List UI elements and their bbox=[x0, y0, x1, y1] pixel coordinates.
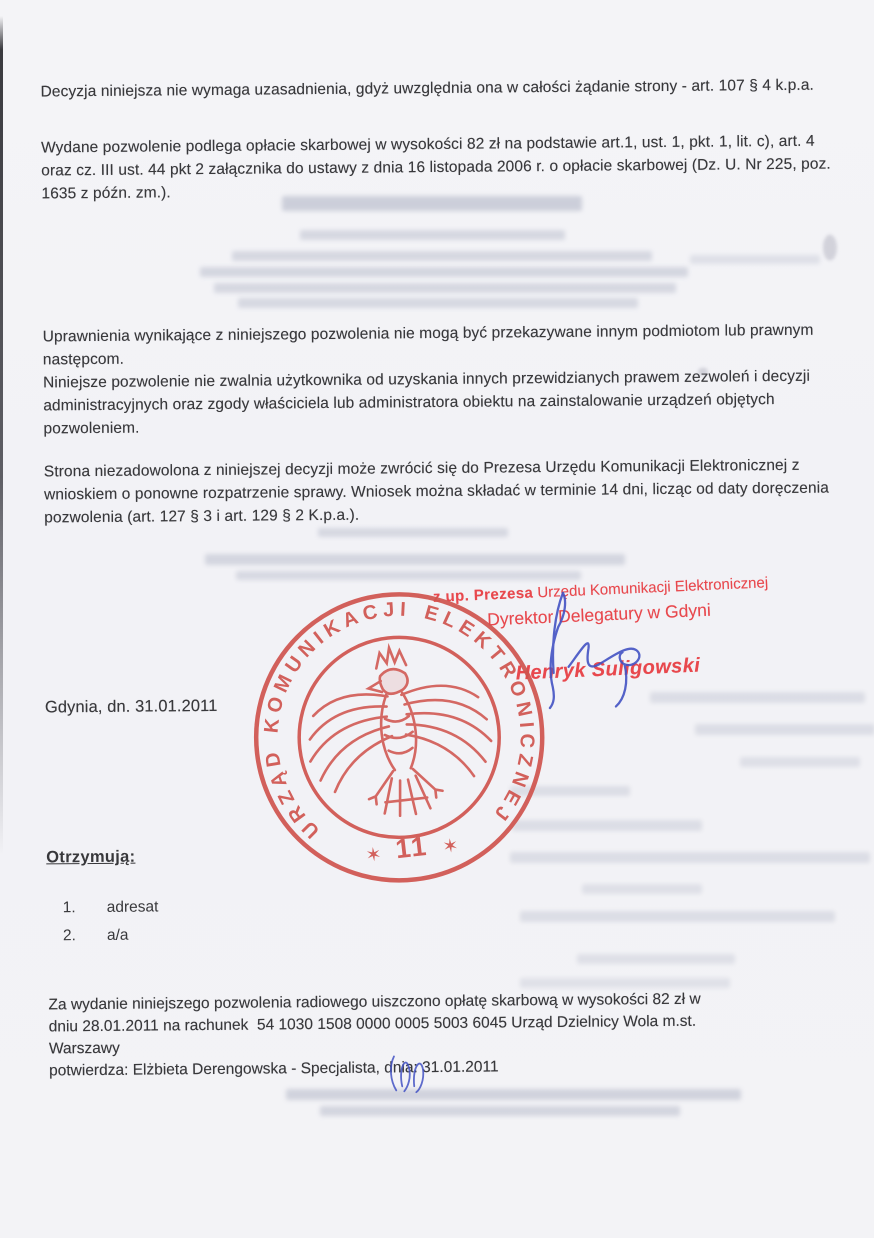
paragraph-stamp-duty: Wydane pozwolenie podlega opłacie skarbowej w wysokości 82 zł na podstawie art.1, ust. 1, pkt. 1, lit. c), art. 4 oraz cz. III ust. 44 pkt 2 załącznika do ustawy z dnia 16 listopada 2006 r. o opłacie skarbowej (Dz. U. Nr 225, poz. 1635 z późn. zm.). bbox=[40, 132, 831, 203]
handwritten-signature bbox=[536, 586, 677, 713]
recipient-label: a/a bbox=[106, 926, 129, 944]
svg-text:URZĄD KOMUNIKACJI ELEKTRONICZN bbox=[246, 584, 549, 855]
paper-smudge bbox=[698, 368, 708, 376]
official-stamp bbox=[233, 571, 565, 903]
authority-rest: Urzędu Komunikacji Elektronicznej bbox=[532, 574, 769, 602]
place-and-date: Gdynia, dn. 31.01.2011 bbox=[44, 696, 218, 717]
payment-note-line: potwierdza: Elżbieta Derengowska - Specjalista, dnia: 31.01.2011 bbox=[49, 1058, 499, 1080]
paragraph-rights-transfer: Uprawnienia wynikające z niniejszego pozwolenia nie mogą być przekazywane innym podmiotom lub prawnym następcom. bbox=[42, 321, 814, 369]
paper-smudge bbox=[823, 234, 837, 260]
recipients-heading: Otrzymują: bbox=[46, 847, 136, 867]
payment-note-line: Warszawy bbox=[48, 1039, 120, 1058]
paragraph-no-justification: Decyzja niniejsza nie wymaga uzasadnienia, gdyż uwzględnia ona w całości żądanie strony - art. 107 § 4 k.p.a. bbox=[40, 76, 815, 101]
director-title-line: Dyrektor Delegatury w Gdyni bbox=[486, 599, 712, 630]
recipient-label: adresat bbox=[106, 898, 159, 916]
confirmation-initials bbox=[356, 1046, 448, 1101]
signer-name: Henryk Suligowski bbox=[515, 654, 701, 685]
paragraph-other-permits: Niniejsze pozwolenie nie zwalnia użytkownika od uzyskania innych przewidzianych prawem zezwoleń i decyzji administracyjnych oraz zgody właściciela lub administratora obiektu na zainstalowanie urządzeń objętych pozwoleniem. bbox=[43, 367, 811, 438]
recipient-number: 1. bbox=[62, 899, 76, 917]
stamp-ring-text: URZĄD KOMUNIKACJI ELEKTRONICZNEJ bbox=[260, 598, 539, 843]
stamp-number: 11 bbox=[393, 830, 430, 865]
authority-prefix: z up. Prezesa bbox=[432, 584, 534, 606]
paragraph-appeal: Strona niezadowolona z niniejszej decyzji może zwrócić się do Prezesa Urzędu Komunikacji Elektronicznej z wnioskiem o ponowne rozpatrzenie sprawy. Wniosek można składać w terminie 14 dni, licząc od daty doręczenia pozwolenia (art. 127 § 3 i art. 129 § 2 K.p.a.). bbox=[43, 456, 830, 527]
payment-note-line: Za wydanie niniejszego pozwolenia radiowego uiszczono opłatę skarbową w wysokości 82 zł w bbox=[48, 990, 701, 1014]
payment-note-line: dniu 28.01.2011 na rachunek 54 1030 1508 0000 0005 5003 6045 Urząd Dzielnicy Wola m.st. bbox=[48, 1012, 697, 1036]
recipient-number: 2. bbox=[62, 927, 76, 945]
stamp-star-right: ✶ bbox=[441, 835, 460, 859]
stamp-star-left: ✶ bbox=[364, 844, 383, 867]
